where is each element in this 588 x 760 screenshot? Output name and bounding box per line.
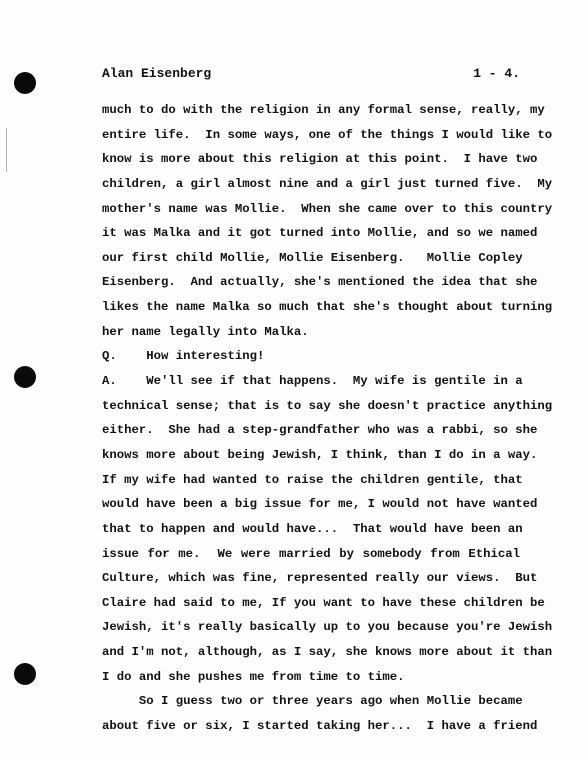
transcript-line: If my wife had wanted to raise the children gentile, that <box>102 472 523 487</box>
transcript-line: Claire had said to me, If you want to have these children be <box>102 595 545 610</box>
transcript-line: So I guess two or three years ago when Mollie became <box>102 694 523 709</box>
header-page-number: 1 - 4. <box>473 66 520 81</box>
punch-hole-middle <box>14 366 36 388</box>
transcript-line: likes the name Malka so much that she's thought about turning <box>102 300 553 315</box>
transcript-line: and I'm not, although, as I say, she knows more about it than <box>102 645 553 660</box>
transcript-line: A. We'll see if that happens. My wife is gentile in a <box>102 374 523 389</box>
transcript-line: would have been a big issue for me, I would not have wanted <box>102 497 538 512</box>
punch-hole-top <box>14 72 36 94</box>
transcript-line: much to do with the religion in any formal sense, really, my <box>102 103 545 117</box>
margin-mark <box>6 128 7 172</box>
transcript-line: Eisenberg. And actually, she's mentioned the idea that she <box>102 275 538 290</box>
transcript-line: issue for me. We were married by somebody from Ethical <box>102 546 520 561</box>
transcript-line: her name legally into Malka. <box>102 324 309 339</box>
punch-hole-bottom <box>14 663 36 685</box>
transcript-line: either. She had a step-grandfather who was a rabbi, so she <box>102 423 538 438</box>
transcript-body <box>102 98 553 739</box>
transcript-line: Culture, which was fine, represented really our views. But <box>102 571 538 586</box>
transcript-line: that to happen and would have... That would have been an <box>102 521 523 536</box>
transcript-line: entire life. In some ways, one of the things I would like to <box>102 127 553 142</box>
transcript-line: Jewish, it's really basically up to you because you're Jewish <box>102 620 553 635</box>
transcript-line: it was Malka and it got turned into Mollie, and so we named <box>102 226 538 241</box>
transcript-line: I do and she pushes me from time to time. <box>102 669 405 684</box>
transcript-line: knows more about being Jewish, I think, than I do in a way. <box>102 447 538 462</box>
transcript-line: know is more about this religion at this point. I have two <box>102 152 538 167</box>
transcript-line: technical sense; that is to say she doesn't practice anything <box>102 398 553 413</box>
transcript-line: mother's name was Mollie. When she came over to this country <box>102 201 553 216</box>
page-header <box>102 66 520 84</box>
transcript-line: children, a girl almost nine and a girl just turned five. My <box>102 176 553 191</box>
transcript-line: Q. How interesting! <box>102 349 265 364</box>
header-interviewee-name: Alan Eisenberg <box>102 66 212 81</box>
transcript-line: about five or six, I started taking her... I have a friend <box>102 719 538 734</box>
transcript-line: our first child Mollie, Mollie Eisenberg. Mollie Copley <box>102 250 523 265</box>
